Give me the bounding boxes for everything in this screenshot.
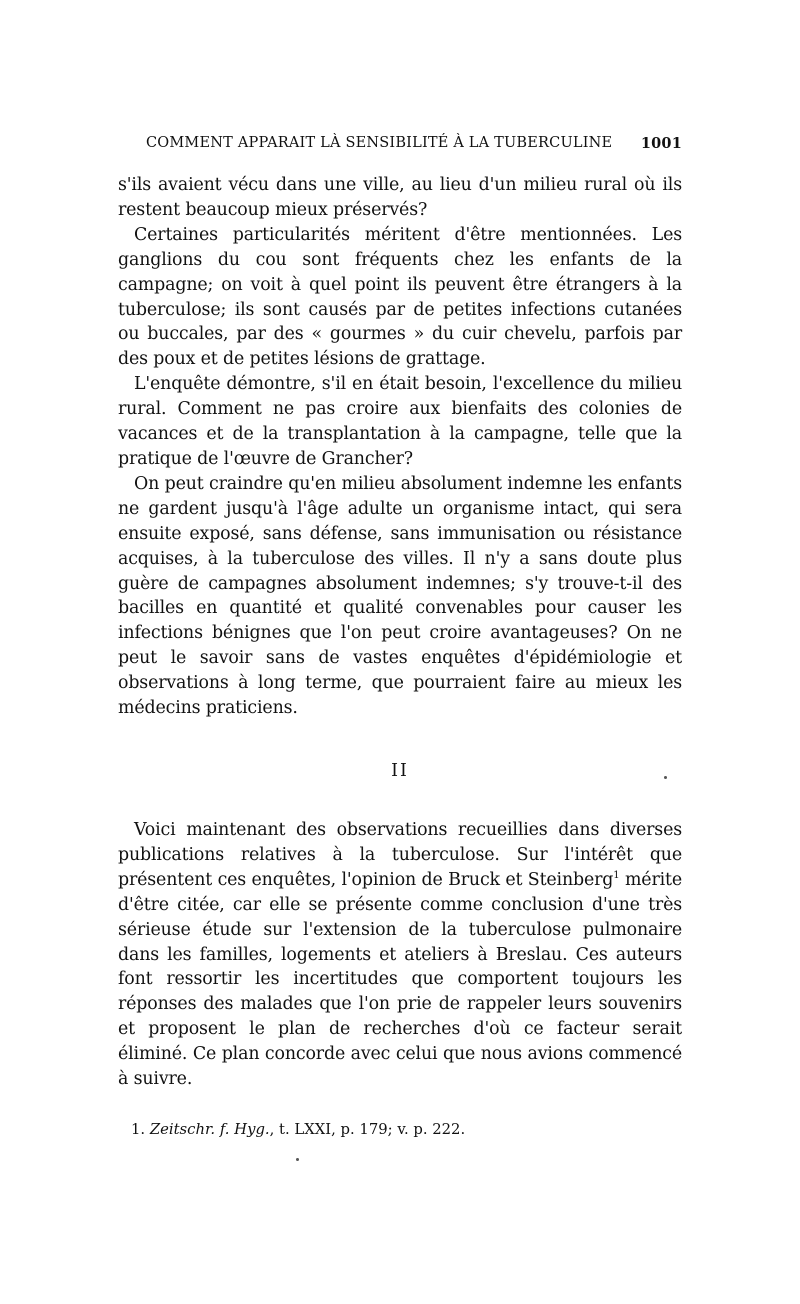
running-head bbox=[118, 133, 682, 161]
footnote-citation: , t. LXXI, p. 179; v. p. 222. bbox=[269, 1121, 466, 1138]
paragraph-enquete: L'enquête démontre, s'il en était besoin, l'excellence du milieu rural. Comment ne pas croire aux bienfaits des colonies de vacances et de la transplantation à la campagne, telle que la pratique de l'œuvre de Grancher? bbox=[118, 374, 682, 469]
print-speck bbox=[296, 1158, 299, 1161]
paragraph-continuation: s'ils avaient vécu dans une ville, au lieu d'un milieu rural où ils restent beaucoup mieux préservés? bbox=[118, 175, 682, 220]
footnote bbox=[131, 1120, 682, 1140]
footnote-reference: 1 bbox=[613, 870, 620, 882]
print-speck bbox=[664, 776, 667, 779]
footnote-mark: 1. bbox=[131, 1121, 146, 1138]
paragraph-observations-start: Voici maintenant des observations recueillies dans diverses publications relatives à la tuberculose. Sur l'intérêt que présentent ces enquêtes, l'opinion de Bruck et Steinberg bbox=[118, 820, 682, 890]
page-number: 1001 bbox=[640, 135, 682, 152]
running-title: COMMENT APPARAIT LÀ SENSIBILITÉ À LA TUBERCULINE bbox=[146, 135, 613, 151]
body-text-lower bbox=[118, 818, 682, 1092]
paragraph-observations-end: mérite d'être citée, car elle se présente comme conclusion d'une très sérieuse étude sur l'extension de la tuberculose pulmonaire dans les familles, logements et ateliers à Breslau. Ces auteurs font ressortir les incertitudes que comportent toujours les réponses des malades que l'on prie de rappeler leurs souvenirs et proposent le plan de recherches d'où ce facteur serait éliminé. Ce plan concorde avec celui que nous avions commencé à suivre. bbox=[118, 869, 683, 1090]
paragraph-milieu-indemne: On peut craindre qu'en milieu absolument indemne les enfants ne gardent jusqu'à l'âge adulte un organisme intact, qui sera ensuite exposé, sans défense, sans immunisation ou résistance acquises, à la tuberculose des villes. Il n'y a sans doute plus guère de campagnes absolument indemnes; s'y trouve-t-il des bacilles en quantité et qualité convenables pour causer les infections bénignes que l'on peut croire avantageuses? On ne peut le savoir sans de vastes enquêtes d'épidémiologie et observations à long terme, que pourraient faire au mieux les médecins praticiens. bbox=[118, 473, 682, 719]
paragraph-particularites: Certaines particularités méritent d'être mentionnées. Les ganglions du cou sont fréquents chez les enfants de la campagne; on voit à quel point ils peuvent être étrangers à la tuberculose; ils sont causés par de petites infections cutanées ou buccales, par des « gourmes » du cuir chevelu, parfois par des poux et de petites lésions de grattage. bbox=[118, 224, 682, 370]
footnote-journal: Zeitschr. f. Hyg. bbox=[149, 1121, 270, 1138]
section-heading: II bbox=[391, 761, 409, 781]
paragraph-observations bbox=[118, 818, 682, 1092]
body-text-upper bbox=[118, 173, 682, 721]
